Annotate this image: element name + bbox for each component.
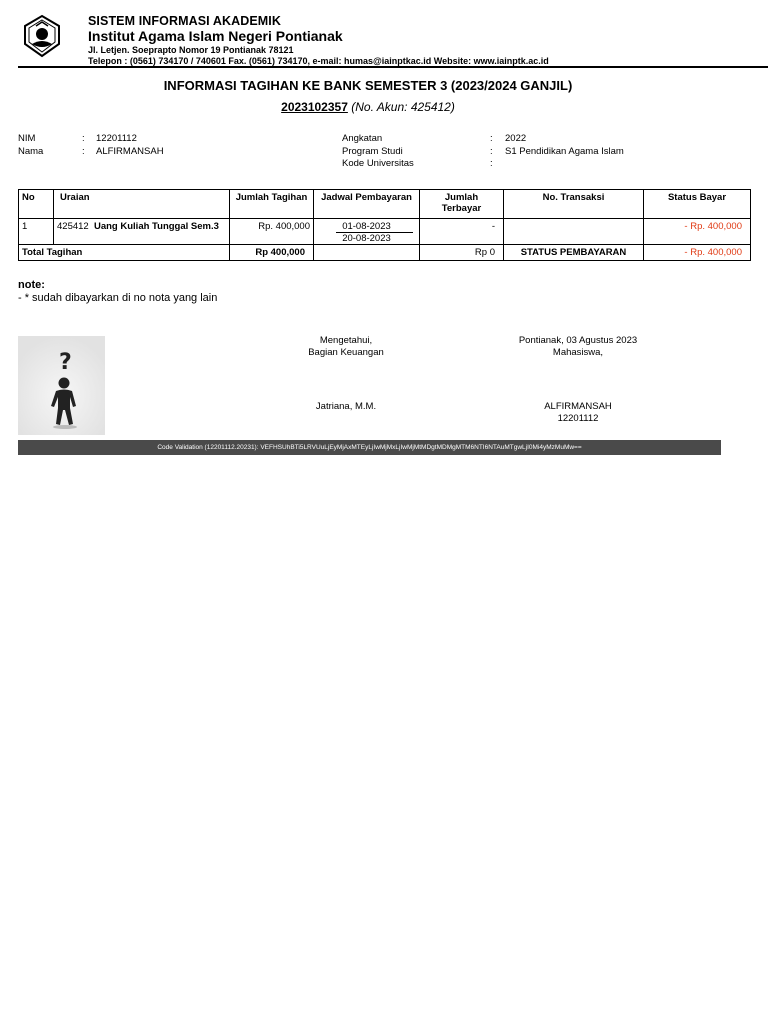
col-jadwal: Jadwal Pembayaran xyxy=(314,190,420,219)
angkatan-label: Angkatan xyxy=(342,133,383,144)
nim-value: 12201112 xyxy=(96,133,137,144)
prodi-label: Program Studi xyxy=(342,146,403,157)
col-no: No xyxy=(19,190,54,219)
student-id: 12201112 xyxy=(557,413,599,424)
kode-label: Kode Universitas xyxy=(342,158,414,169)
header-divider xyxy=(18,66,768,68)
prodi-value: S1 Pendidikan Agama Islam xyxy=(505,146,624,157)
row-code: 425412 xyxy=(57,221,89,232)
col-jumlah-terbayar xyxy=(420,190,504,219)
col-uraian: Uraian xyxy=(54,190,230,219)
total-paid: Rp 0 xyxy=(420,245,504,261)
institution-address: Jl. Letjen. Soeprapto Nomor 19 Pontianak 78121 xyxy=(88,45,294,55)
row-jadwal xyxy=(314,219,420,245)
approver-name: Jatriana, M.M. xyxy=(315,401,377,412)
row-date-start: 01-08-2023 xyxy=(336,221,413,233)
student-name: ALFIRMANSAH xyxy=(544,401,612,412)
billing-table xyxy=(18,189,751,261)
total-amount: Rp 400,000 xyxy=(230,245,314,261)
place-date: Pontianak, 03 Agustus 2023 xyxy=(518,335,638,346)
table-header-row xyxy=(19,190,751,219)
nim-label: NIM xyxy=(18,133,36,144)
col-jumlah-terbayar-line2: Terbayar xyxy=(441,203,482,214)
row-status: - Rp. 400,000 xyxy=(644,219,751,245)
validation-bar: Code Validation (12201112.20231): VEFHSUhBTi5LRVUuLjEyMjAxMTEyLjIwMjMxLjIwMjMtMDgtMDMgMTM6NTI6NTAuMTgwLjI0Mi4yMzMuMw== xyxy=(18,440,721,455)
student-role: Mahasiswa, xyxy=(552,347,604,358)
approver-line1: Mengetahui, xyxy=(319,335,373,346)
table-row xyxy=(19,219,751,245)
approver-line2: Bagian Keuangan xyxy=(308,347,384,358)
svg-text:?: ? xyxy=(59,350,72,375)
note-text: - * sudah dibayarkan di no nota yang lain xyxy=(18,292,218,304)
account-number: (No. Akun: 425412) xyxy=(351,100,455,114)
row-uraian xyxy=(54,219,230,245)
separator: : xyxy=(82,146,85,157)
nama-label: Nama xyxy=(18,146,44,157)
row-amount: Rp. 400,000 xyxy=(230,219,314,245)
row-desc: Uang Kuliah Tunggal Sem.3 xyxy=(93,221,219,232)
nama-value: ALFIRMANSAH xyxy=(96,146,164,157)
separator: : xyxy=(82,133,85,144)
separator: : xyxy=(490,133,493,144)
col-jumlah-tagihan: Jumlah Tagihan xyxy=(230,190,314,219)
col-jumlah-terbayar-line1: Jumlah xyxy=(444,192,479,203)
institution-logo-icon xyxy=(22,14,62,58)
total-jadwal-empty xyxy=(314,245,420,261)
document-subtitle xyxy=(0,100,736,114)
question-person-icon xyxy=(18,336,105,435)
note-title: note: xyxy=(18,279,45,291)
angkatan-value: 2022 xyxy=(505,133,527,144)
institution-name: Institut Agama Islam Negeri Pontianak xyxy=(88,28,343,44)
invoice-number: 2023102357 xyxy=(281,100,348,114)
col-no-transaksi: No. Transaksi xyxy=(504,190,644,219)
row-paid: - xyxy=(420,219,504,245)
row-date-end: 20-08-2023 xyxy=(342,233,391,244)
total-row xyxy=(19,245,751,261)
total-label: Total Tagihan xyxy=(19,245,230,261)
col-status: Status Bayar xyxy=(644,190,751,219)
total-status-label: STATUS PEMBAYARAN xyxy=(504,245,644,261)
separator: : xyxy=(490,146,493,157)
institution-contact: Telepon : (0561) 734170 / 740601 Fax. (0561) 734170, e-mail: humas@iainptkac.id Website: www.iainptk.ac.id xyxy=(88,56,549,66)
total-status-value: - Rp. 400,000 xyxy=(644,245,751,261)
document-title: INFORMASI TAGIHAN KE BANK SEMESTER 3 (2023/2024 GANJIL) xyxy=(163,78,573,93)
row-transaction xyxy=(504,219,644,245)
row-no: 1 xyxy=(19,219,54,245)
system-name: SISTEM INFORMASI AKADEMIK xyxy=(88,14,282,28)
separator: : xyxy=(490,158,493,169)
